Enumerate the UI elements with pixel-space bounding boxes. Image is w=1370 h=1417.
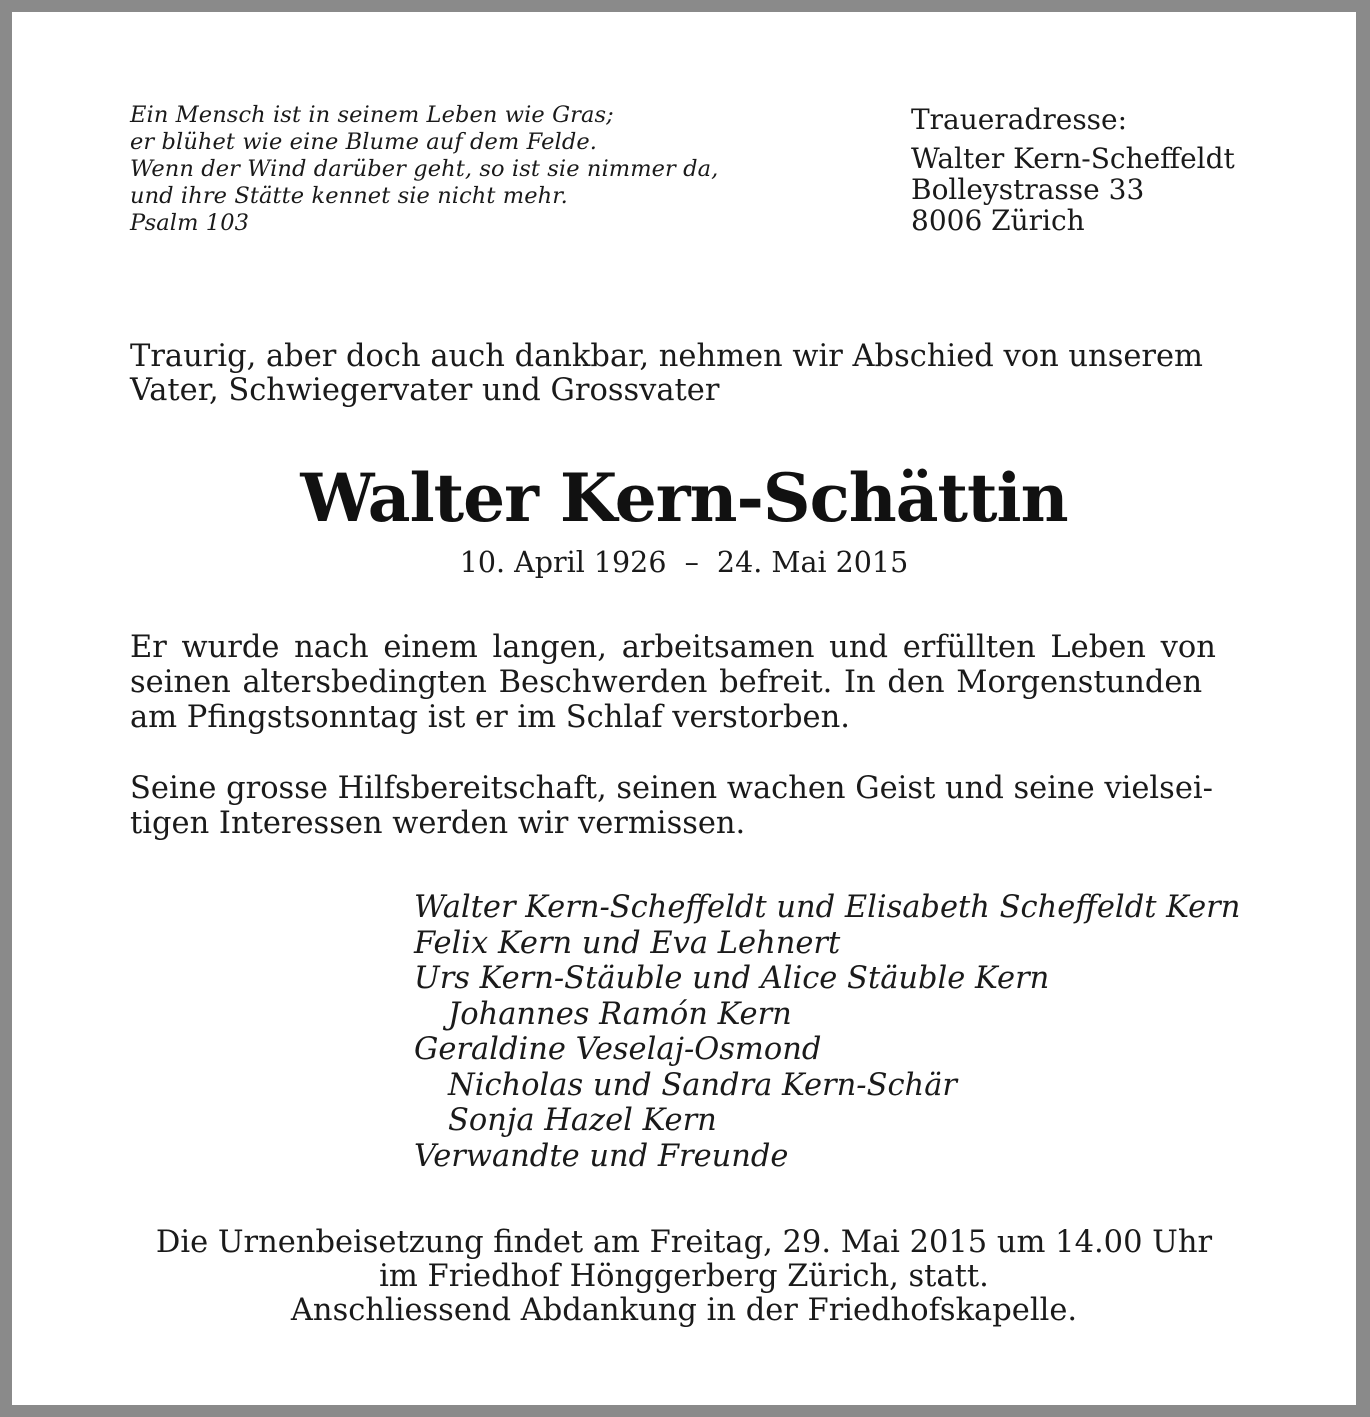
- mourner-entry: Geraldine Veselaj-Osmond: [414, 1032, 822, 1067]
- psalm-reference: Psalm 103: [130, 210, 250, 236]
- intro-line: Traurig, aber doch auch dankbar, nehmen wir Abschied von unserem: [130, 339, 1203, 374]
- psalm-quote: [130, 102, 718, 237]
- life-dates: 10. April 1926 – 24. Mai 2015: [459, 546, 909, 579]
- mourner-entry: Johannes Ramón Kern: [448, 996, 792, 1032]
- mourner-entry: Walter Kern-Scheffeldt und Elisabeth Scheffeldt Kern: [414, 890, 1241, 925]
- mourner-entry: Verwandte und Freunde: [414, 1138, 789, 1174]
- address-line: 8006 Zürich: [911, 204, 1085, 237]
- address-line: Walter Kern-Scheffeldt: [911, 142, 1235, 175]
- intro-line: Vater, Schwiegervater und Grossvater: [130, 373, 720, 408]
- paragraph-line: seinen altersbedingten Beschwerden befreit. In den Morgenstunden: [130, 665, 1203, 700]
- mourner-entry: Nicholas und Sandra Kern-Schär: [448, 1067, 957, 1103]
- funeral-line: Anschliessend Abdankung in der Friedhofskapelle.: [290, 1293, 1078, 1328]
- funeral-line: im Friedhof Hönggerberg Zürich, statt.: [379, 1259, 989, 1294]
- address-heading: Traueradresse:: [911, 103, 1128, 136]
- obituary-page: [12, 12, 1356, 1405]
- psalm-line: Wenn der Wind darüber geht, so ist sie nimmer da,: [130, 156, 719, 182]
- paragraph-line: am Pfingstsonntag ist er im Schlaf verstorben.: [130, 700, 850, 735]
- paragraph-line: Er wurde nach einem langen, arbeitsamen und erfüllten Leben von: [130, 630, 1216, 665]
- psalm-line: und ihre Stätte kennet sie nicht mehr.: [130, 183, 568, 209]
- mourning-address: [911, 104, 1235, 236]
- funeral-notice: [12, 1226, 1356, 1328]
- psalm-line: er blühet wie eine Blume auf dem Felde.: [130, 129, 597, 155]
- paragraph-memory: [130, 771, 1240, 841]
- paragraph-life: [130, 630, 1240, 735]
- paragraph-line: tigen Interessen werden wir vermissen.: [130, 806, 746, 841]
- psalm-line: Ein Mensch ist in seinem Leben wie Gras;: [130, 102, 614, 128]
- address-line: Bolleystrasse 33: [911, 173, 1145, 206]
- mourner-entry: Urs Kern-Stäuble und Alice Stäuble Kern: [414, 961, 1050, 996]
- mourner-entry: Sonja Hazel Kern: [448, 1103, 717, 1138]
- mourner-entry: Felix Kern und Eva Lehnert: [414, 925, 841, 961]
- mourners-list: [414, 890, 1240, 1174]
- paragraph-line: Seine grosse Hilfsbereitschaft, seinen wachen Geist und seine vielsei-: [130, 771, 1213, 806]
- deceased-name: Walter Kern-Schättin: [300, 459, 1068, 537]
- intro-text: [130, 340, 1240, 408]
- funeral-line: Die Urnenbeisetzung findet am Freitag, 29. Mai 2015 um 14.00 Uhr: [155, 1225, 1213, 1260]
